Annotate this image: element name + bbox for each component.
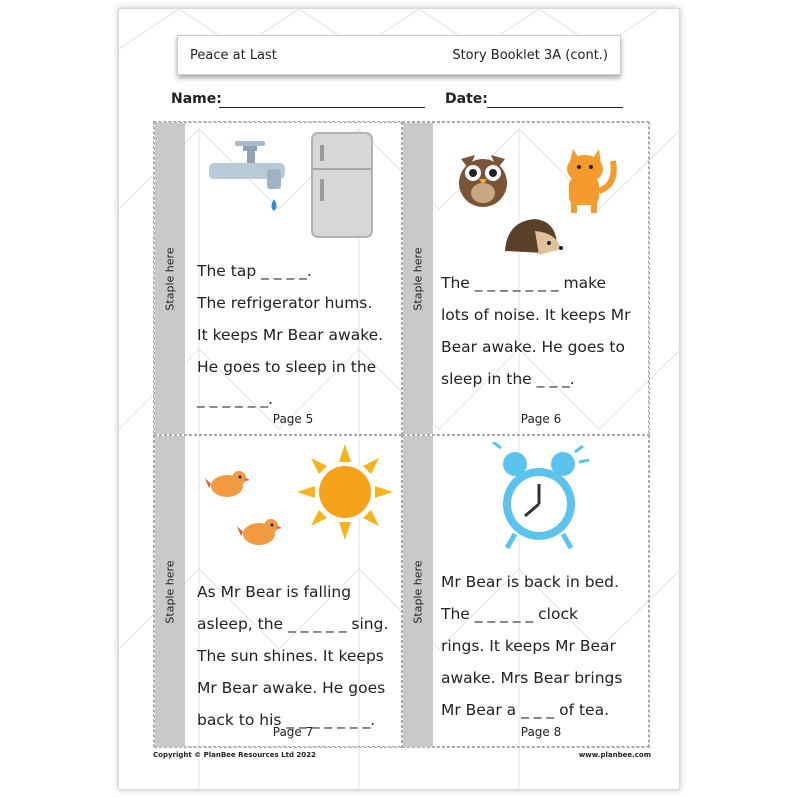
page-8-text: [441, 566, 637, 726]
text-line: Mr Bear is back in bed.: [441, 573, 619, 591]
staple-bar: [155, 123, 185, 434]
text-line: As Mr Bear is falling: [197, 583, 352, 601]
text-line: rings. It keeps Mr Bear: [441, 637, 616, 655]
header-box: [177, 35, 621, 75]
text-line: _ _ _ _ _ _.: [197, 390, 274, 408]
staple-label: Staple here: [411, 246, 425, 311]
bird-icon: [237, 514, 281, 550]
staple-label: Staple here: [163, 559, 177, 624]
alarm-clock-icon: [487, 442, 591, 554]
page-number: Page 6: [520, 412, 562, 426]
staple-bar: [155, 436, 185, 747]
tap-icon: [207, 137, 293, 217]
text-line: asleep, the _ _ _ _ _ sing.: [197, 615, 389, 633]
website-link[interactable]: www.planbee.com: [578, 751, 651, 759]
owl-icon: [455, 147, 511, 209]
copyright-text: Copyright © PlanBee Resources Ltd 2022: [153, 751, 316, 759]
page-number: Page 8: [520, 725, 562, 739]
booklet-panel-page-8: [402, 435, 650, 748]
bird-icon: [205, 466, 249, 502]
staple-bar: [403, 123, 433, 434]
page-number: Page 5: [272, 412, 314, 426]
text-line: lots of noise. It keeps Mr: [441, 306, 631, 324]
refrigerator-icon: [310, 131, 376, 239]
text-line: awake. Mrs Bear brings: [441, 669, 623, 687]
text-line: sleep in the _ _ _.: [441, 370, 575, 388]
text-line: back to his _ _ _ _ _ _ _.: [197, 711, 376, 729]
text-line: The _ _ _ _ _ _ _ make: [441, 274, 607, 292]
booklet-title: Peace at Last: [190, 48, 277, 63]
text-line: He goes to sleep in the: [197, 358, 377, 376]
staple-label: Staple here: [411, 559, 425, 624]
date-label: Date:: [445, 91, 488, 107]
page-5-text: [197, 255, 389, 415]
hedgehog-icon: [501, 215, 563, 259]
sun-icon: [297, 444, 393, 540]
page-number: Page 7: [272, 725, 314, 739]
text-line: The sun shines. It keeps: [197, 647, 384, 665]
text-line: Mr Bear awake. He goes: [197, 679, 386, 697]
page-7-text: [197, 576, 389, 736]
staple-bar: [403, 436, 433, 747]
staple-label: Staple here: [163, 246, 177, 311]
text-line: Mr Bear a _ _ _ of tea.: [441, 701, 610, 719]
text-line: It keeps Mr Bear awake.: [197, 326, 384, 344]
worksheet-page: [118, 8, 680, 790]
text-line: Bear awake. He goes to: [441, 338, 625, 356]
booklet-grid: [153, 121, 649, 747]
booklet-subtitle: Story Booklet 3A (cont.): [452, 48, 608, 63]
page-6-text: [441, 267, 637, 395]
text-line: The _ _ _ _ _ clock: [441, 605, 578, 623]
booklet-panel-page-7: [154, 435, 402, 748]
text-line: The tap _ _ _ _.: [197, 262, 312, 280]
name-label: Name:: [171, 91, 222, 107]
booklet-panel-page-5: [154, 122, 402, 435]
date-line[interactable]: [487, 107, 623, 108]
name-line[interactable]: [219, 107, 425, 108]
booklet-panel-page-6: [402, 122, 650, 435]
cat-icon: [551, 135, 621, 215]
text-line: The refrigerator hums.: [197, 294, 373, 312]
